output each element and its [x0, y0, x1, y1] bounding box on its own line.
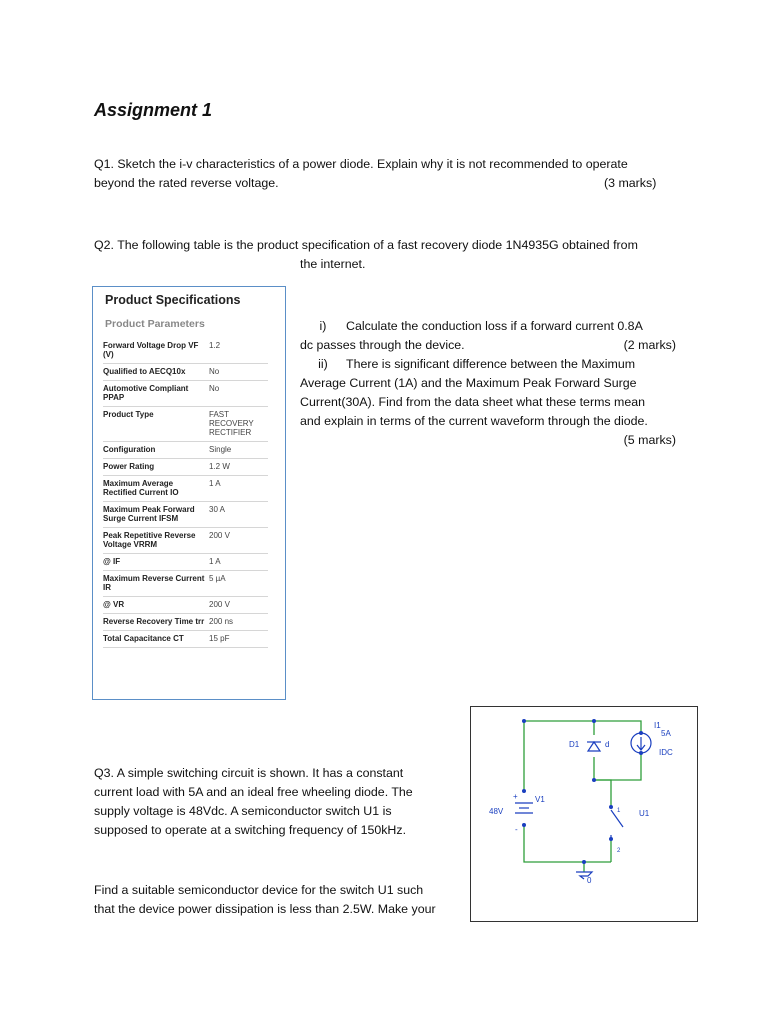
- spec-key: Peak Repetitive Reverse Voltage VRRM: [103, 528, 209, 554]
- spec-key: Power Rating: [103, 459, 209, 476]
- node-source-bottom: [639, 751, 643, 755]
- spec-key: Qualified to AECQ10x: [103, 364, 209, 381]
- spec-value: No: [209, 381, 268, 407]
- label-v1: V1: [535, 795, 545, 804]
- spec-key: Configuration: [103, 442, 209, 459]
- question-1: [94, 155, 664, 193]
- question-3: [94, 764, 434, 840]
- spec-row: [103, 571, 268, 597]
- spec-row: [103, 631, 268, 648]
- spec-row: [103, 476, 268, 502]
- spec-value: 1 A: [209, 476, 268, 502]
- spec-row: [103, 338, 268, 364]
- label-48v: 48V: [489, 807, 504, 816]
- part-i-line2: [300, 336, 676, 355]
- spec-key: Product Type: [103, 407, 209, 442]
- spec-value: 15 pF: [209, 631, 268, 648]
- part-ii-text: There is significant difference between the Maximum: [346, 357, 636, 371]
- diode-symbol: [588, 742, 600, 751]
- spec-value: 1 A: [209, 554, 268, 571]
- spec-key: Maximum Average Rectified Current IO: [103, 476, 209, 502]
- node-ground: [582, 860, 586, 864]
- switching-circuit-diagram: [470, 706, 698, 922]
- label-u1: U1: [639, 809, 650, 818]
- part-ii-marks-row: [300, 431, 676, 450]
- spec-row: [103, 528, 268, 554]
- spec-row: [103, 364, 268, 381]
- spec-row: [103, 442, 268, 459]
- label-idc: IDC: [659, 748, 673, 757]
- node-top-diode: [592, 719, 596, 723]
- node-battery-bottom: [522, 823, 526, 827]
- q3-line4: supposed to operate at a switching frequency of 150kHz.: [94, 823, 407, 837]
- spec-row: [103, 459, 268, 476]
- node-switch-top: [609, 805, 613, 809]
- q2-parts: [300, 317, 676, 450]
- q3-line2: current load with 5A and an ideal free wheeling diode. The: [94, 785, 413, 799]
- wire-source-bottom: [594, 753, 641, 780]
- part-ii: [300, 355, 676, 374]
- part-i-number: i): [319, 319, 327, 333]
- product-spec-table: [92, 286, 286, 700]
- wire-node-to-switch: [594, 780, 611, 807]
- q3-line3: supply voltage is 48Vdc. A semiconductor switch U1 is: [94, 804, 392, 818]
- q3-line5: Find a suitable semiconductor device for the switch U1 such: [94, 883, 424, 897]
- spec-value: No: [209, 364, 268, 381]
- spec-value: 30 A: [209, 502, 268, 528]
- spec-row: [103, 407, 268, 442]
- spec-value: 200 ns: [209, 614, 268, 631]
- part-i-text-2: dc passes through the device.: [300, 338, 465, 352]
- q2-line1: Q2. The following table is the product specification of a fast recovery diode 1N4935G obtained from: [94, 238, 638, 252]
- node-battery-top: [522, 789, 526, 793]
- part-i: [300, 317, 676, 336]
- q1-line1: Q1. Sketch the i-v characteristics of a power diode. Explain why it is not recommended to operate: [94, 157, 628, 171]
- q2-line2: the internet.: [300, 257, 366, 271]
- label-d1: D1: [569, 740, 580, 749]
- spec-rows: [103, 338, 268, 648]
- spec-value: 1.2 W: [209, 459, 268, 476]
- label-5a: 5A: [661, 729, 671, 738]
- node-source-top: [639, 731, 643, 735]
- spec-value: 1.2: [209, 338, 268, 364]
- part-ii-marks: (5 marks): [623, 433, 676, 447]
- q3-line1: Q3. A simple switching circuit is shown. It has a constant: [94, 766, 404, 780]
- spec-key: @ IF: [103, 554, 209, 571]
- part-ii-line3: Current(30A). Find from the data sheet what these terms mean: [300, 395, 646, 409]
- spec-row: [103, 554, 268, 571]
- spec-title: Product Specifications: [105, 293, 241, 307]
- spec-value: 200 V: [209, 597, 268, 614]
- node-top-left: [522, 719, 526, 723]
- label-i1: I1: [654, 721, 661, 730]
- circuit-svg: [471, 707, 697, 921]
- label-d: d: [605, 740, 610, 749]
- spec-key: Automotive Compliant PPAP: [103, 381, 209, 407]
- part-i-marks: (2 marks): [623, 338, 676, 352]
- wire-bottom: [524, 825, 611, 862]
- q1-marks: (3 marks): [604, 176, 657, 190]
- spec-row: [103, 502, 268, 528]
- spec-key: Total Capacitance CT: [103, 631, 209, 648]
- junction-dots: [522, 719, 643, 864]
- label-plus: +: [513, 792, 518, 801]
- spec-key: Maximum Reverse Current IR: [103, 571, 209, 597]
- label-minus: -: [515, 825, 518, 834]
- spec-subtitle: Product Parameters: [105, 318, 205, 330]
- spec-key: Forward Voltage Drop VF (V): [103, 338, 209, 364]
- spec-key: Reverse Recovery Time trr: [103, 614, 209, 631]
- part-ii-line2: Average Current (1A) and the Maximum Peak Forward Surge: [300, 376, 637, 390]
- components: [515, 733, 651, 879]
- assignment-title: Assignment 1: [94, 100, 213, 120]
- question-3-continued: [94, 881, 454, 919]
- spec-value: 200 V: [209, 528, 268, 554]
- label-pin2: 2: [617, 848, 621, 854]
- spec-key: @ VR: [103, 597, 209, 614]
- spec-value: 5 µA: [209, 571, 268, 597]
- q3-line6: that the device power dissipation is less than 2.5W. Make your: [94, 902, 436, 916]
- q1-line2: beyond the rated reverse voltage.: [94, 176, 279, 190]
- spec-row: [103, 381, 268, 407]
- spec-key: Maximum Peak Forward Surge Current IFSM: [103, 502, 209, 528]
- label-ground: 0: [587, 876, 592, 885]
- spec-value: Single: [209, 442, 268, 459]
- spec-value: FAST RECOVERY RECTIFIER: [209, 407, 268, 442]
- part-i-text: Calculate the conduction loss if a forward current 0.8A: [346, 319, 643, 333]
- part-ii-number: ii): [318, 357, 328, 371]
- part-ii-line4: and explain in terms of the current waveform through the diode.: [300, 414, 648, 428]
- node-diode-bottom: [592, 778, 596, 782]
- spec-row: [103, 597, 268, 614]
- node-switch-bottom: [609, 837, 613, 841]
- label-pin1: 1: [617, 808, 621, 814]
- spec-row: [103, 614, 268, 631]
